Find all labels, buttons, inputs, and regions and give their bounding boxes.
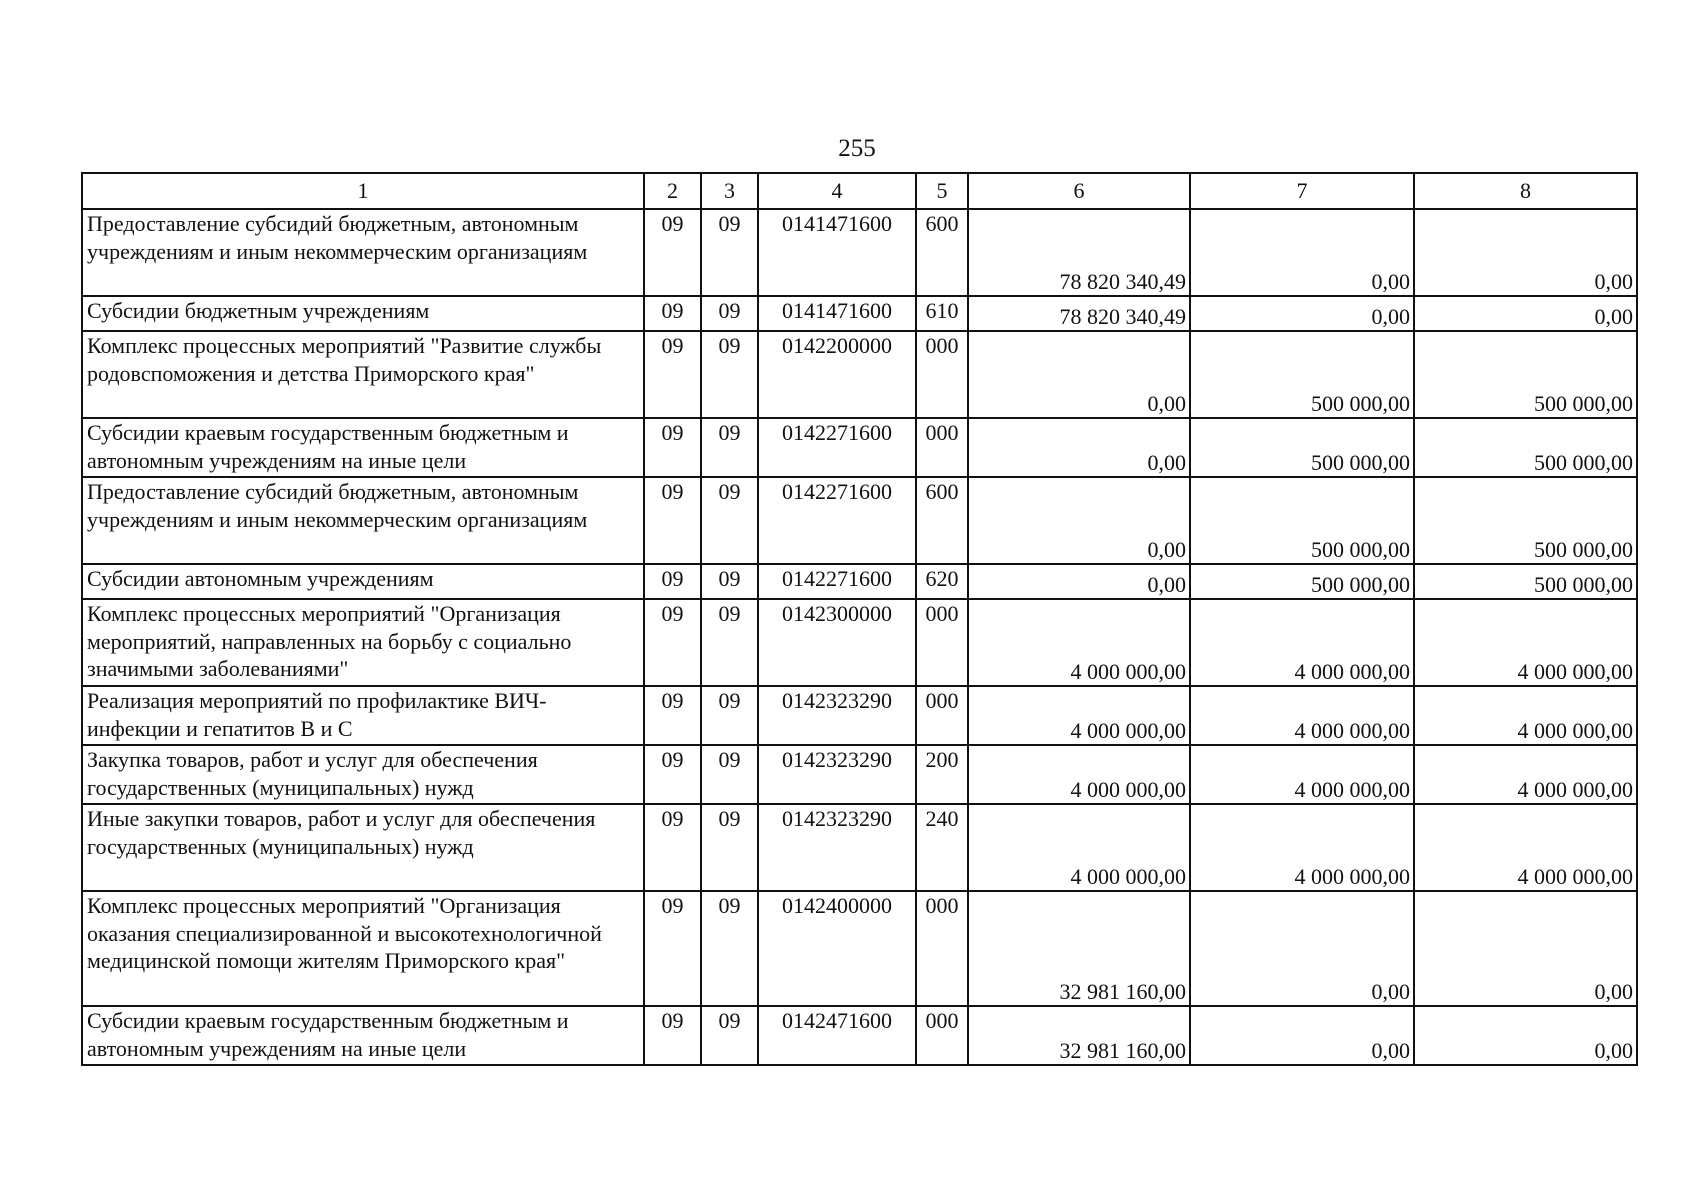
row-section: 09 [644,296,701,331]
row-section: 09 [644,745,701,804]
row-subsection: 09 [701,891,758,1006]
row-amount-col8: 0,00 [1414,891,1637,1006]
row-amount-col7: 0,00 [1190,209,1414,296]
row-amount-col6: 4 000 000,00 [968,745,1190,804]
row-target-code: 0141471600 [758,209,916,296]
row-amount-col6: 0,00 [968,477,1190,564]
row-name: Реализация мероприятий по профилактике ВИЧ-инфекции и гепатитов В и С [82,686,644,745]
table-row [82,331,1637,418]
header-cell: 3 [701,173,758,209]
row-expense-type: 000 [916,891,968,1006]
row-target-code: 0142323290 [758,804,916,891]
table-row [82,209,1637,296]
row-name: Субсидии автономным учреждениям [82,564,644,599]
row-name: Иные закупки товаров, работ и услуг для обеспечения государственных (муниципальных) нужд [82,804,644,891]
row-section: 09 [644,1006,701,1065]
row-name: Субсидии краевым государственным бюджетным и автономным учреждениям на иные цели [82,418,644,477]
row-amount-col7: 500 000,00 [1190,477,1414,564]
header-cell: 5 [916,173,968,209]
row-target-code: 0142300000 [758,599,916,686]
row-amount-col6: 32 981 160,00 [968,1006,1190,1065]
row-section: 09 [644,686,701,745]
row-target-code: 0142271600 [758,477,916,564]
row-amount-col7: 4 000 000,00 [1190,686,1414,745]
row-amount-col8: 0,00 [1414,209,1637,296]
row-expense-type: 000 [916,331,968,418]
row-amount-col7: 4 000 000,00 [1190,599,1414,686]
row-amount-col8: 4 000 000,00 [1414,599,1637,686]
row-expense-type: 610 [916,296,968,331]
page-number: 255 [838,135,876,162]
row-expense-type: 000 [916,418,968,477]
row-amount-col8: 0,00 [1414,1006,1637,1065]
row-name: Предоставление субсидий бюджетным, автономным учреждениям и иным некоммерческим организациям [82,209,644,296]
row-amount-col8: 4 000 000,00 [1414,804,1637,891]
row-amount-col6: 0,00 [968,418,1190,477]
row-subsection: 09 [701,477,758,564]
row-section: 09 [644,209,701,296]
row-expense-type: 000 [916,686,968,745]
row-expense-type: 620 [916,564,968,599]
row-target-code: 0142323290 [758,745,916,804]
row-amount-col7: 4 000 000,00 [1190,804,1414,891]
table-header-row [82,173,1637,209]
row-subsection: 09 [701,209,758,296]
row-amount-col6: 78 820 340,49 [968,296,1190,331]
row-subsection: 09 [701,564,758,599]
row-target-code: 0142323290 [758,686,916,745]
row-target-code: 0142400000 [758,891,916,1006]
row-subsection: 09 [701,296,758,331]
table-row [82,804,1637,891]
row-section: 09 [644,564,701,599]
row-amount-col6: 4 000 000,00 [968,599,1190,686]
row-section: 09 [644,331,701,418]
header-cell: 6 [968,173,1190,209]
row-name: Субсидии бюджетным учреждениям [82,296,644,331]
row-amount-col6: 0,00 [968,564,1190,599]
row-amount-col7: 500 000,00 [1190,331,1414,418]
table-row [82,891,1637,1006]
table-row [82,477,1637,564]
row-section: 09 [644,418,701,477]
row-target-code: 0141471600 [758,296,916,331]
row-section: 09 [644,891,701,1006]
row-amount-col6: 32 981 160,00 [968,891,1190,1006]
row-expense-type: 240 [916,804,968,891]
row-target-code: 0142200000 [758,331,916,418]
row-name: Комплекс процессных мероприятий "Организация мероприятий, направленных на борьбу с социально значимыми заболеваниями" [82,599,644,686]
row-target-code: 0142471600 [758,1006,916,1065]
row-amount-col6: 4 000 000,00 [968,686,1190,745]
row-subsection: 09 [701,418,758,477]
row-subsection: 09 [701,599,758,686]
budget-table [81,172,1638,1066]
row-amount-col8: 0,00 [1414,296,1637,331]
table-row [82,686,1637,745]
row-amount-col7: 0,00 [1190,1006,1414,1065]
row-amount-col8: 500 000,00 [1414,564,1637,599]
table-row [82,745,1637,804]
row-subsection: 09 [701,804,758,891]
row-amount-col8: 4 000 000,00 [1414,745,1637,804]
row-expense-type: 000 [916,1006,968,1065]
row-target-code: 0142271600 [758,564,916,599]
row-amount-col8: 500 000,00 [1414,477,1637,564]
row-section: 09 [644,477,701,564]
row-amount-col8: 500 000,00 [1414,331,1637,418]
table-row [82,1006,1637,1065]
row-name: Субсидии краевым государственным бюджетным и автономным учреждениям на иные цели [82,1006,644,1065]
row-subsection: 09 [701,1006,758,1065]
row-section: 09 [644,804,701,891]
row-amount-col8: 4 000 000,00 [1414,686,1637,745]
row-amount-col7: 0,00 [1190,891,1414,1006]
header-cell: 1 [82,173,644,209]
header-cell: 7 [1190,173,1414,209]
table-row [82,564,1637,599]
table-row [82,296,1637,331]
row-amount-col7: 500 000,00 [1190,564,1414,599]
row-target-code: 0142271600 [758,418,916,477]
table-row [82,599,1637,686]
row-expense-type: 000 [916,599,968,686]
row-expense-type: 600 [916,477,968,564]
row-subsection: 09 [701,686,758,745]
row-amount-col8: 500 000,00 [1414,418,1637,477]
row-amount-col6: 78 820 340,49 [968,209,1190,296]
table-row [82,418,1637,477]
row-name: Закупка товаров, работ и услуг для обеспечения государственных (муниципальных) нужд [82,745,644,804]
row-expense-type: 200 [916,745,968,804]
row-amount-col6: 4 000 000,00 [968,804,1190,891]
row-expense-type: 600 [916,209,968,296]
row-name: Комплекс процессных мероприятий "Организация оказания специализированной и высокотехнологичной медицинской помощи жителям Приморского края" [82,891,644,1006]
row-name: Предоставление субсидий бюджетным, автономным учреждениям и иным некоммерческим организациям [82,477,644,564]
row-amount-col6: 0,00 [968,331,1190,418]
header-cell: 4 [758,173,916,209]
row-section: 09 [644,599,701,686]
row-subsection: 09 [701,745,758,804]
row-amount-col7: 0,00 [1190,296,1414,331]
row-amount-col7: 4 000 000,00 [1190,745,1414,804]
header-cell: 2 [644,173,701,209]
header-cell: 8 [1414,173,1637,209]
row-amount-col7: 500 000,00 [1190,418,1414,477]
row-name: Комплекс процессных мероприятий "Развитие службы родовспоможения и детства Приморского края" [82,331,644,418]
row-subsection: 09 [701,331,758,418]
